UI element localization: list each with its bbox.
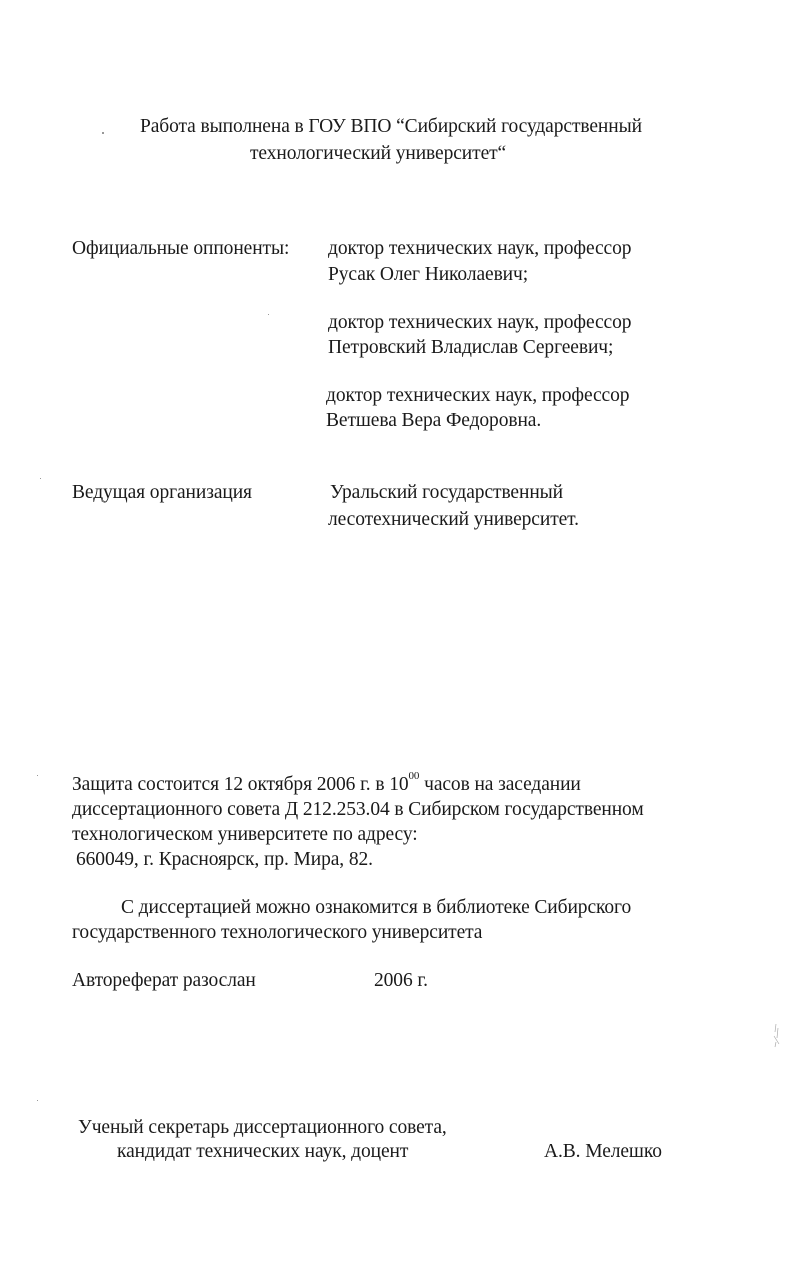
scan-speck (102, 132, 104, 134)
defense-line-3: технологическом университете по адресу: (72, 824, 418, 845)
opponent-2-name: Петровский Владислав Сергеевич; (328, 337, 614, 358)
opponent-3-title: доктор технических наук, профессор (326, 385, 630, 406)
scan-speck (268, 314, 269, 315)
library-line-1: С диссертацией можно ознакомится в библиотеке Сибирского (121, 897, 632, 918)
defense-line-1 (72, 770, 581, 795)
header-line-1: Работа выполнена в ГОУ ВПО “Сибирский государственный (140, 116, 642, 137)
opponent-2-title: доктор технических наук, профессор (328, 312, 632, 333)
distribution-label: Автореферат разослан (72, 970, 256, 991)
defense-line-1-b: часов на заседании (419, 774, 581, 795)
scan-speck (37, 775, 38, 776)
defense-address: 660049, г. Красноярск, пр. Мира, 82. (76, 849, 373, 870)
opponents-label: Официальные оппоненты: (72, 238, 290, 259)
header-line-2: технологический университет“ (250, 143, 507, 164)
scan-mark (770, 1022, 784, 1048)
leading-org-line-2: лесотехнический университет. (328, 509, 579, 530)
opponent-3-name: Ветшева Вера Федоровна. (326, 410, 542, 431)
distribution-year: 2006 г. (374, 970, 428, 991)
scan-speck (37, 1100, 38, 1101)
signature-line-2: кандидат технических наук, доцент (117, 1141, 409, 1162)
defense-line-1-a: Защита состоится 12 октября 2006 г. в 10 (72, 774, 409, 795)
opponent-1-title: доктор технических наук, профессор (328, 238, 632, 259)
signature-name: А.В. Мелешко (544, 1141, 662, 1162)
leading-org-label: Ведущая организация (72, 482, 252, 503)
opponent-1-name: Русак Олег Николаевич; (328, 264, 529, 285)
defense-time-minutes: 00 (408, 770, 420, 782)
signature-line-1: Ученый секретарь диссертационного совета, (78, 1117, 447, 1138)
defense-line-2: диссертационного совета Д 212.253.04 в Сибирском государственном (72, 799, 644, 820)
leading-org-line-1: Уральский государственный (330, 482, 563, 503)
library-line-2: государственного технологического университета (72, 922, 483, 943)
scan-speck (40, 478, 41, 479)
